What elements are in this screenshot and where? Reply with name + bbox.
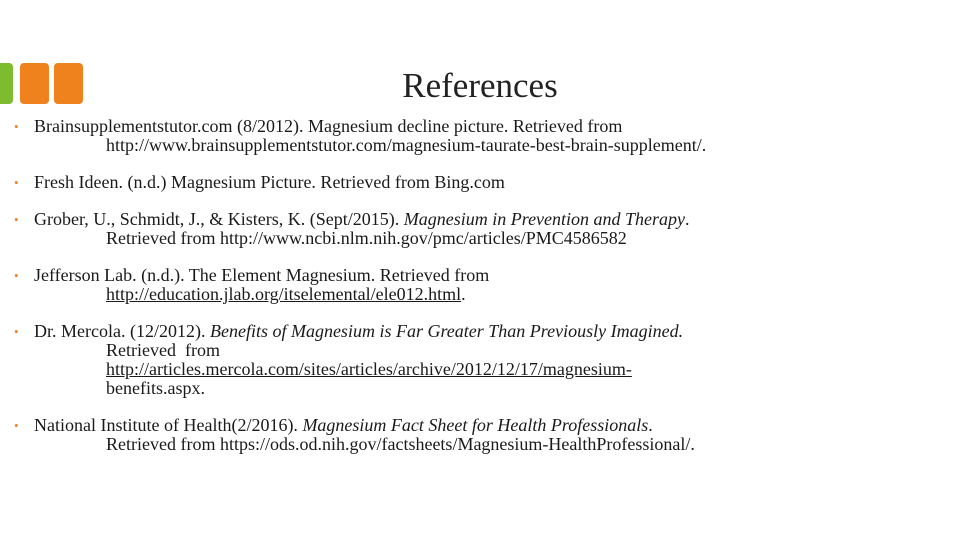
- reference-authors: National Institute of Health(2/2016).: [34, 415, 303, 435]
- reference-url[interactable]: Retrieved from http://www.ncbi.nlm.nih.gov/pmc/articles/PMC4586582: [106, 228, 627, 248]
- reference-link[interactable]: http://education.jlab.org/itselemental/ele012.html: [106, 284, 462, 304]
- reference-url[interactable]: http://www.brainsupplementstutor.com/magnesium-taurate-best-brain-supplement/.: [106, 135, 707, 155]
- reference-url[interactable]: Retrieved from https://ods.od.nih.gov/factsheets/Magnesium-HealthProfessional/.: [106, 434, 695, 454]
- reference-title: Benefits of Magnesium is Far Greater Than Previously Imagined.: [209, 321, 684, 341]
- reference-period: .: [685, 209, 690, 229]
- bullet-icon: •: [14, 324, 19, 339]
- bullet-icon: •: [14, 175, 19, 190]
- reference-item: [14, 322, 944, 398]
- reference-title: Magnesium Fact Sheet for Health Professionals: [302, 415, 649, 435]
- reference-authors: Dr. Mercola. (12/2012).: [34, 321, 210, 341]
- slide-title-text: References: [402, 66, 558, 105]
- reference-authors: Grober, U., Schmidt, J., & Kisters, K. (Sept/2015).: [34, 209, 404, 229]
- reference-url-line: [34, 360, 944, 379]
- reference-text: [34, 322, 944, 341]
- reference-item: [14, 117, 944, 155]
- reference-text: Jefferson Lab. (n.d.). The Element Magnesium. Retrieved from: [34, 265, 490, 285]
- reference-period: .: [648, 415, 653, 435]
- reference-item: [14, 210, 944, 248]
- slide-title: [0, 66, 960, 106]
- reference-item: [14, 173, 944, 192]
- bullet-icon: •: [14, 418, 19, 433]
- reference-item: [14, 266, 944, 304]
- reference-item: [14, 416, 944, 454]
- reference-title: Magnesium in Prevention and Therapy: [403, 209, 686, 229]
- bullet-icon: •: [14, 119, 19, 134]
- reference-url-tail[interactable]: benefits.aspx.: [106, 378, 205, 398]
- reference-text: [34, 210, 944, 229]
- reference-period: .: [461, 284, 466, 304]
- bullet-icon: •: [14, 268, 19, 283]
- reference-link[interactable]: http://articles.mercola.com/sites/articles/archive/2012/12/17/magnesium-: [106, 359, 632, 379]
- reference-text: Fresh Ideen. (n.d.) Magnesium Picture. Retrieved from Bing.com: [34, 172, 505, 192]
- reference-url-line: [34, 285, 944, 304]
- reference-retrieved: Retrieved from: [106, 340, 220, 360]
- references-list: [14, 117, 944, 472]
- bullet-icon: •: [14, 212, 19, 227]
- reference-text: [34, 416, 944, 435]
- reference-text: Brainsupplementstutor.com (8/2012). Magnesium decline picture. Retrieved from: [34, 116, 623, 136]
